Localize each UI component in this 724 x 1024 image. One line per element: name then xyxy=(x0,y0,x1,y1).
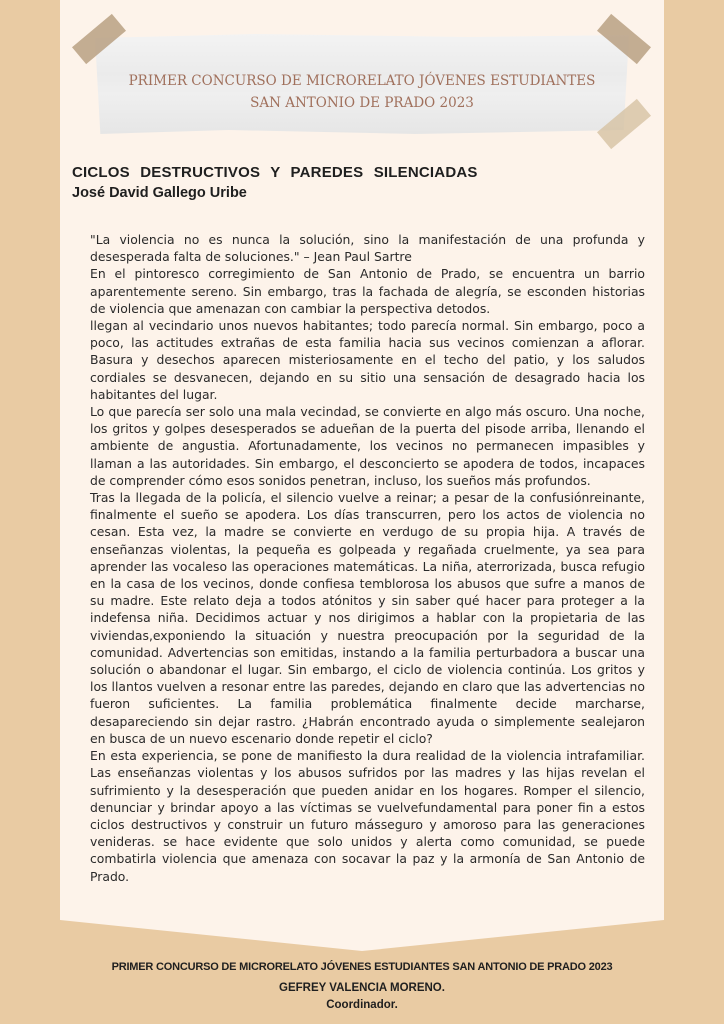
story-author: José David Gallego Uribe xyxy=(72,185,247,201)
story-paragraph: En el pintoresco corregimiento de San Antonio de Prado, se encuentra un barrio aparentemente sereno. Sin embargo, tras la fachada de alegría, se esconden historias de violencia que amenazan con cambiar la perspectiva detodos. xyxy=(90,266,645,316)
banner-line-2: SAN ANTONIO DE PRADO 2023 xyxy=(250,95,474,111)
banner-heading xyxy=(95,70,629,114)
footer-coordinator-role: Coordinador. xyxy=(326,999,398,1011)
story-paragraph: En esta experiencia, se pone de manifiesto la dura realidad de la violencia intrafamiliar. Las enseñanzas violentas y los abusos sufridos por las madres y las hijas revelan el sufrimiento y la desesperación que pueden anidar en los hogares. Romper el silencio, denunciar y brindar apoyo a las víctimas se vuelvefundamental para poner fin a estos ciclos destructivos y construir un futuro másseguro y amoroso para las generaciones venideras. se hace evidente que solo unidos y alerta como comunidad, se puede combatirla violencia que amenaza con socavar la paz y la armonía de San Antonio de Prado. xyxy=(90,748,645,884)
banner-line-1: PRIMER CONCURSO DE MICRORELATO JÓVENES ESTUDIANTES xyxy=(128,73,596,89)
story-paragraph: Lo que parecía ser solo una mala vecindad, se convierte en algo más oscuro. Una noche, los gritos y golpes desesperados se adueñan de la puerta del pisode arriba, llenando el ambiente de angustia. Afortunadamente, los vecinos no permanecen impasibles y llaman a las autoridades. Sin embargo, el desconcierto se apodera de todos, incapaces de comprender cómo esos sonidos penetran, incluso, los sueños más profundos. xyxy=(90,404,645,488)
footer-coordinator-name: GEFREY VALENCIA MORENO. xyxy=(279,982,445,994)
story-paragraph: "La violencia no es nunca la solución, sino la manifestación de una profunda y desesperada falta de soluciones." – Jean Paul Sartre xyxy=(90,232,645,265)
story-body xyxy=(90,231,645,885)
story-paragraph: llegan al vecindario unos nuevos habitantes; todo parecía normal. Sin embargo, poco a poco, las actitudes extrañas de esta familia hacia sus vecinos comienzan a aflorar. Basura y desechos aparecen misteriosamente en el techo del patio, y los saludos cordiales se desvanecen, dejando en su sitio una sensación de desagrado hacia los habitantes del lugar. xyxy=(90,318,645,402)
story-paragraph: Tras la llegada de la policía, el silencio vuelve a reinar; a pesar de la confusiónreinante, finalmente el sueño se apodera. Los días transcurren, pero los actos de violencia no cesan. Esta vez, la madre se convierte en verdugo de su propia hija. A través de enseñanzas violentas, la pequeña es golpeada y regañada cruelmente, ya sea para aprender las vocaleso las operaciones matemáticas. La niña, aterrorizada, busca refugio en la casa de los vecinos, donde confiesa temblorosa los abusos que sufre a manos de su madre. Este relato deja a todos atónitos y sin saber qué hacer para proteger a la indefensa niña. Decidimos actuar y nos dirigimos a hablar con la propietaria de las viviendas,exponiendo la situación y nuestra preocupación por la seguridad de la comunidad. Advertencias son emitidas, instando a la familia perturbadora a buscar una solución o abandonar el lugar. Sin embargo, el ciclo de violencia continúa. Los gritos y los llantos vuelven a resonar entre las paredes, dejando en claro que las advertencias no fueron suficientes. La familia problemática finalmente decide marcharse, desapareciendo sin dejar rastro. ¿Habrán encontrado ayuda o simplemente sealejaron en busca de un nuevo escenario donde repetir el ciclo? xyxy=(90,490,645,746)
footer-contest-title: PRIMER CONCURSO DE MICRORELATO JÓVENES ESTUDIANTES SAN ANTONIO DE PRADO 2023 xyxy=(111,961,613,973)
story-title: CICLOS DESTRUCTIVOS Y PAREDES SILENCIADAS xyxy=(72,164,478,181)
